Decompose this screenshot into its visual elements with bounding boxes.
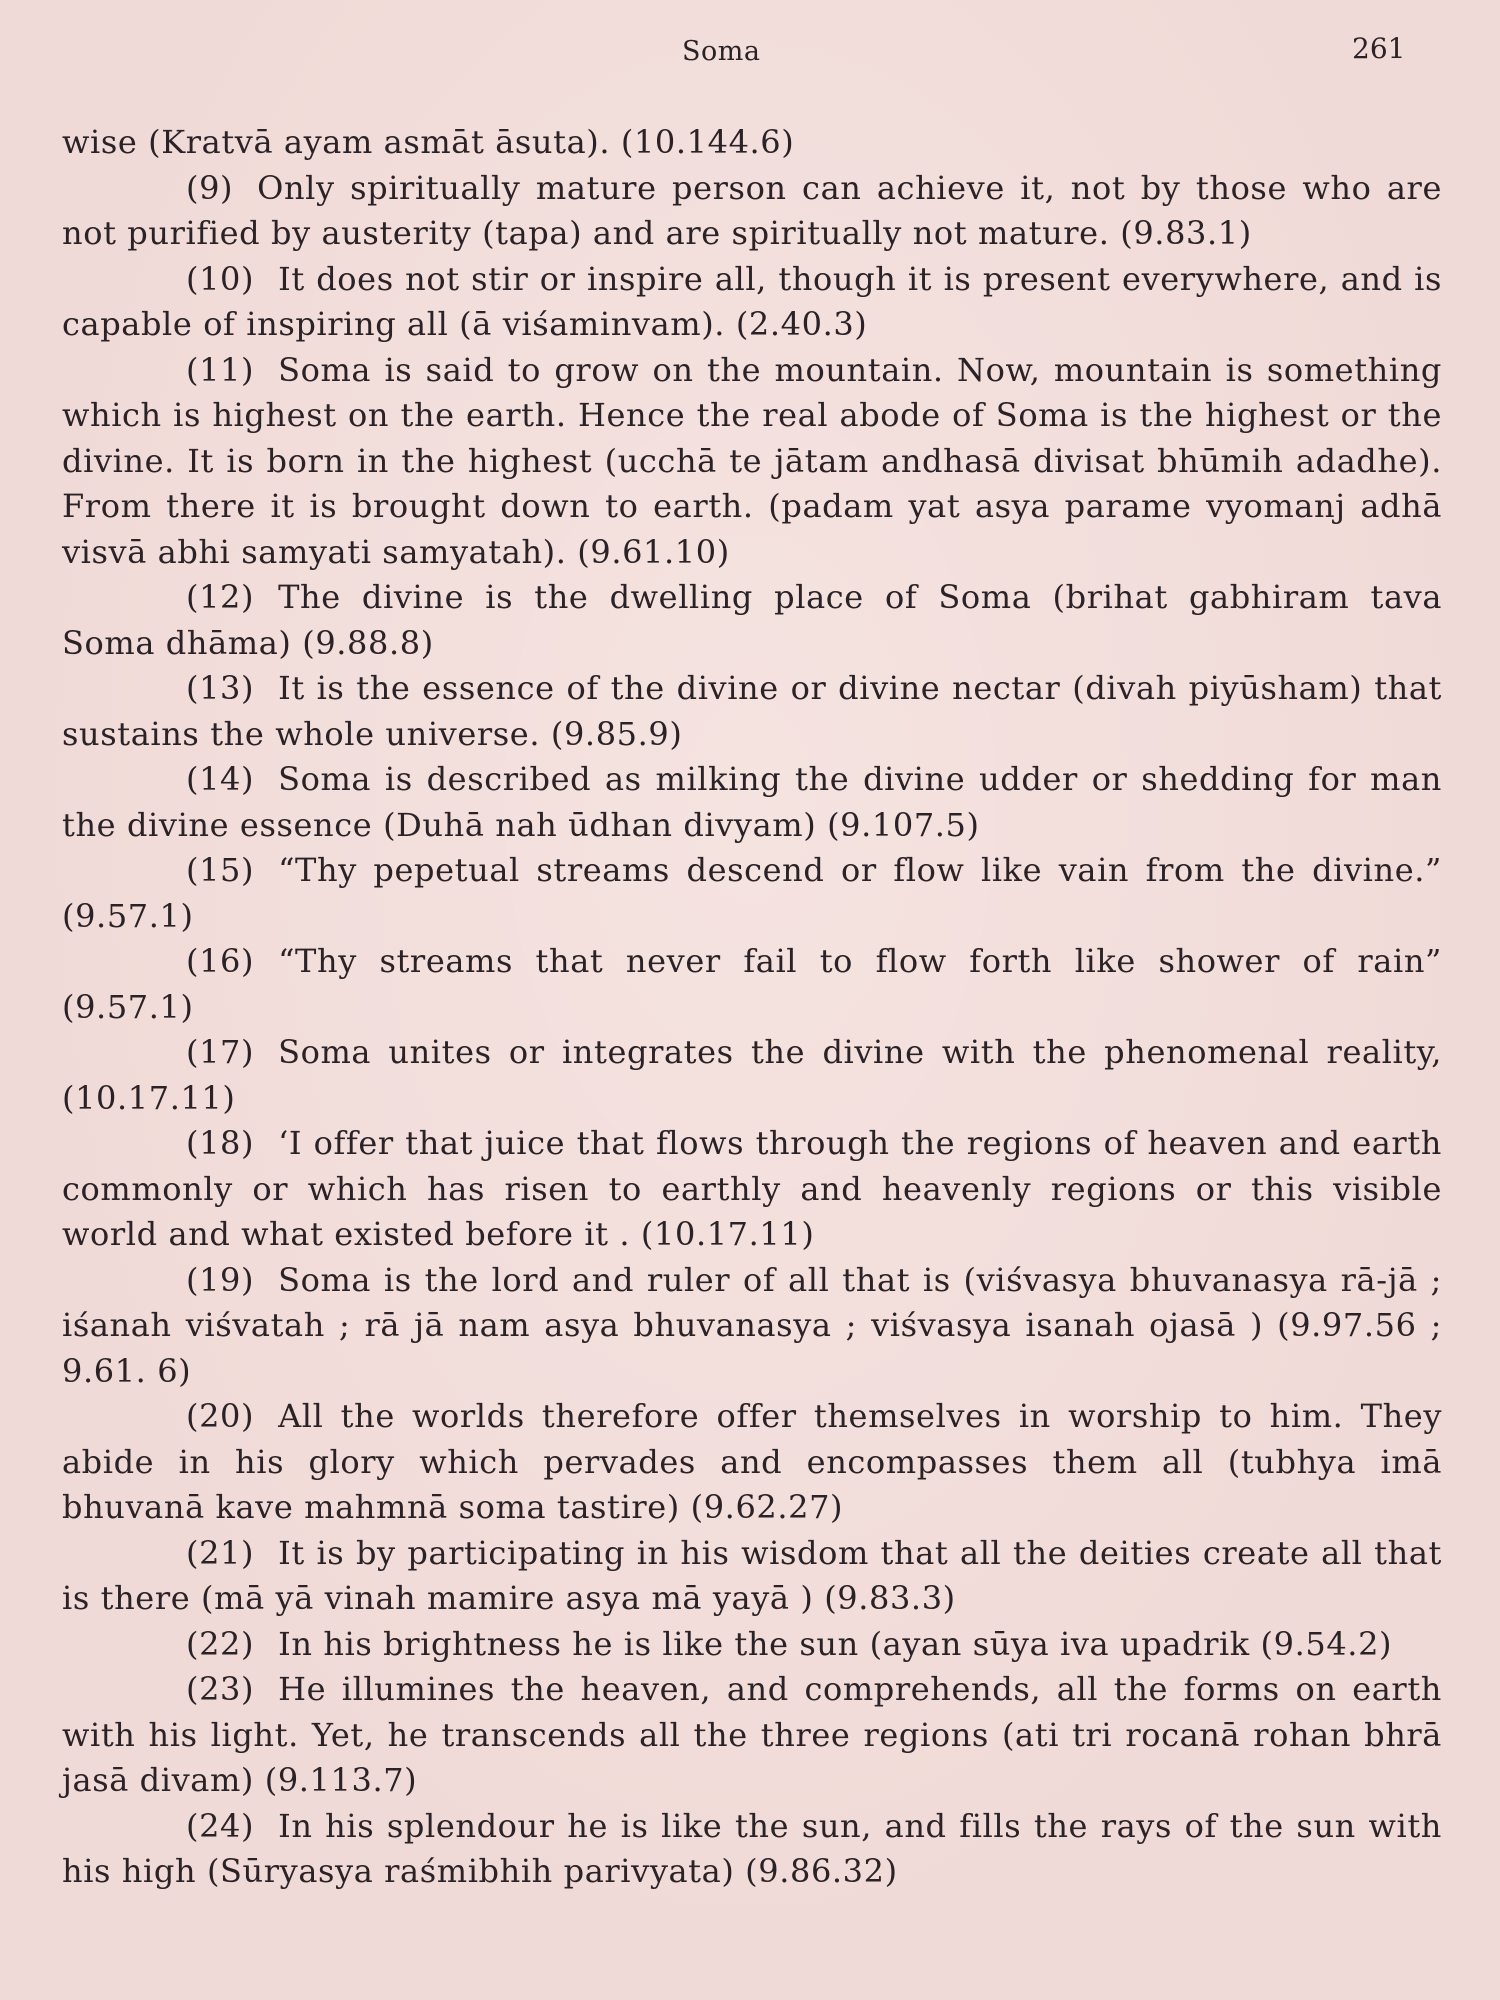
numbered-item [62,1667,1442,1804]
continuation-paragraph: wise (Kratvā ayam asmāt āsuta). (10.144.6) [62,123,795,161]
numbered-item [62,757,1442,848]
item-text: Soma is described as milking the divine udder or shedding for man the divine essence (Duhā nah ūdhan divyam) (9.107.5) [62,760,1442,844]
item-number: (22) [186,1624,255,1663]
item-number: (13) [186,669,255,707]
numbered-item [62,1394,1442,1531]
numbered-item [62,939,1442,1030]
item-number: (10) [186,259,255,298]
item-text: Soma unites or integrates the divine with the phenomenal reality, (10.17.11) [62,1033,1442,1117]
numbered-item [62,848,1442,939]
item-text: The divine is the dwelling place of Soma (brihat gabhiram tava Soma dhāma) (9.88.8) [62,578,1442,662]
numbered-item [62,1622,1442,1668]
numbered-item [62,575,1442,666]
item-number: (24) [186,1806,255,1845]
item-number: (20) [186,1397,255,1435]
item-number: (14) [186,760,255,798]
running-title: Soma [682,36,761,67]
item-text: It is by participating in his wisdom that all the deities create all that is there (mā yā vinah mamire asya mā yayā ) (9.83.3) [62,1533,1442,1617]
item-text: “Thy streams that never fail to flow forth like shower of rain” (9.57.1) [62,942,1442,1026]
item-text: It does not stir or inspire all, though it is present everywhere, and is capable of inspiring all (ā viśaminvam). (2.40.3) [62,259,1442,343]
item-text: All the worlds therefore offer themselves in worship to him. They abide in his glory which pervades and encompasses them all (tubhya imā bhuvanā kave mahmnā soma tastire) (9.62.27) [62,1397,1442,1526]
item-number: (19) [186,1260,255,1299]
body-text [62,120,1442,1895]
item-text: Soma is the lord and ruler of all that is (viśvasya bhuvanasya rā-jā ; iśanah viśvatah ; rā jā nam asya bhuvanasya ; viśvasya isanah ojasā ) (9.97.56 ; 9.61. 6) [62,1260,1442,1390]
numbered-item [62,1030,1442,1121]
item-text: “Thy pepetual streams descend or flow like vain from the divine.” (9.57.1) [62,851,1442,935]
numbered-item [62,1804,1442,1895]
item-number: (12) [186,578,255,616]
item-number: (23) [186,1670,255,1708]
item-number: (11) [186,350,255,389]
page-number: 261 [1352,32,1406,65]
numbered-item [62,257,1442,348]
numbered-item [62,1531,1442,1622]
item-number: (16) [186,942,255,980]
item-text: It is the essence of the divine or divine nectar (divah piyūsham) that sustains the whole universe. (9.85.9) [62,669,1442,753]
numbered-item [62,666,1442,757]
item-number: (9) [186,168,234,207]
item-text: In his splendour he is like the sun, and fills the rays of the sun with his high (Sūryasya raśmibhih parivyata) (9.86.32) [62,1806,1442,1890]
item-number: (15) [186,851,255,889]
numbered-item [62,1121,1442,1258]
numbered-item [62,348,1442,576]
page-header [0,32,1500,72]
item-number: (21) [186,1533,255,1572]
numbered-item [62,166,1442,257]
item-number: (18) [186,1124,255,1162]
item-number: (17) [186,1033,255,1071]
item-text: Only spiritually mature person can achieve it, not by those who are not purified by austerity (tapa) and are spiritually not mature. (9.83.1) [62,168,1442,252]
numbered-item [62,1258,1442,1395]
item-text: Soma is said to grow on the mountain. Now, mountain is something which is highest on the earth. Hence the real abode of Soma is the highest or the divine. It is born in the highest (ucchā te jātam andhasā divisat bhūmih adadhe). From there it is brought down to earth. (padam yat asya parame vyomanj adhā visvā abhi samyati samyatah). (9.61.10) [62,350,1442,571]
item-text: He illumines the heaven, and comprehends, all the forms on earth with his light. Yet, he transcends all the three regions (ati tri rocanā rohan bhrā jasā divam) (9.113.7) [62,1670,1442,1799]
item-text: In his brightness he is like the sun (ayan sūya iva upadrik (9.54.2) [278,1624,1393,1663]
item-text: ‘I offer that juice that flows through the regions of heaven and earth commonly or which has risen to earthly and heavenly regions or this visible world and what existed before it . (10.17.11) [62,1124,1442,1253]
